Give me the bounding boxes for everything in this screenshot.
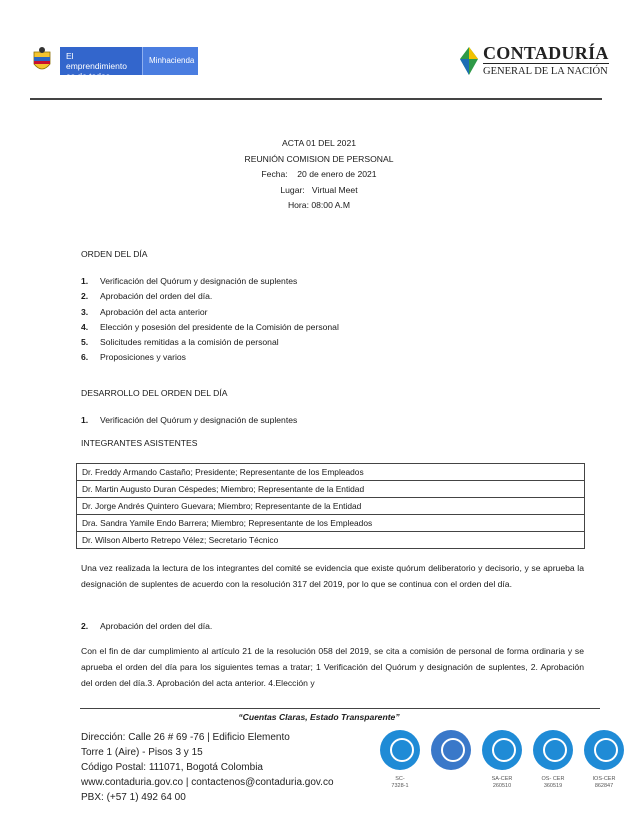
- meeting-time: Hora: 08:00 A.M: [287, 200, 351, 211]
- table-row: Dr. Wilson Alberto Retrepo Vélez; Secretario Técnico: [77, 532, 585, 549]
- icontec-cert: OS- CER 360519: [531, 730, 575, 790]
- certification-badges: [378, 730, 633, 790]
- iqnet-badge-icon: [431, 730, 471, 770]
- phone: PBX: (+57 1) 492 64 00: [81, 792, 186, 803]
- gov-logo-block: [30, 46, 198, 81]
- footer-divider: [80, 708, 600, 709]
- desarrollo-item-1: 1. Verificación del Quórum y designación de suplentes: [81, 415, 298, 425]
- header-divider: [30, 98, 602, 100]
- icontec-cert: SC- 7328-1: [378, 730, 422, 790]
- table-row: Dra. Sandra Yamile Endo Barrera; Miembro; Representante de los Empleados: [77, 515, 585, 532]
- org-subtitle: GENERAL DE LA NACIÓN: [483, 63, 609, 78]
- icontec-badge-icon: [533, 730, 573, 770]
- list-item: 2. Aprobación del orden del día.: [81, 291, 213, 302]
- meeting-date: Fecha: 20 de enero de 2021: [261, 169, 377, 180]
- orden-approval-paragraph: Con el fin de dar cumplimiento al artículo 21 de la resolución 058 del 2019, se cita a comisión de personal de forma ordinaria y se aprueba el orden del día para los siguientes temas a tratar; 1 Verificación del Quórum y designación de suplentes, 2. Aprobación del orden del día.3. Aprobación del acta anterior. 4.Elección y: [81, 646, 584, 689]
- gov-banner: [60, 47, 198, 81]
- icontec-cert: SA-CER 260510: [480, 730, 524, 790]
- list-item: 5. Solicitudes remitidas a la comisión de personal: [81, 337, 279, 348]
- coat-of-arms-icon: [30, 46, 54, 76]
- table-row: Dr. Jorge Andrés Quintero Guevara; Miembro; Representante de la Entidad: [77, 498, 585, 515]
- iqnet-cert: [429, 730, 473, 790]
- minhacienda-label: Minhacienda: [142, 47, 198, 75]
- desarrollo-heading: DESARROLLO DEL ORDEN DEL DÍA: [81, 388, 228, 398]
- orden-heading: ORDEN DEL DÍA: [81, 249, 148, 259]
- address-line: Dirección: Calle 26 # 69 -76 | Edificio Elemento: [81, 732, 290, 743]
- list-item: 4. Elección y posesión del presidente de la Comisión de personal: [81, 321, 339, 332]
- icontec-cert: IOS-CER 862847: [582, 730, 626, 790]
- web-and-email: www.contaduria.gov.co | contactenos@contaduria.gov.co: [81, 777, 334, 788]
- postal-code: Código Postal: 111071, Bogotá Colombia: [81, 762, 263, 773]
- footer-slogan: “Cuentas Claras, Estado Transparente”: [238, 712, 400, 722]
- gov-slogan: El emprendimiento es de todos: [60, 47, 142, 75]
- meeting-name: REUNIÓN COMISION DE PERSONAL: [244, 153, 394, 164]
- desarrollo-item-2: 2. Aprobación del orden del día.: [81, 621, 213, 631]
- list-item: 1. Verificación del Quórum y designación de suplentes: [81, 276, 298, 286]
- acta-title: ACTA 01 DEL 2021: [281, 138, 357, 148]
- list-item: 3. Aprobación del acta anterior: [81, 306, 208, 317]
- orden-list: [81, 274, 339, 366]
- org-name: CONTADURÍA: [483, 43, 609, 63]
- contaduria-mark-icon: [458, 45, 480, 77]
- table-row: Dr. Martin Augusto Duran Céspedes; Miembro; Representante de la Entidad: [77, 481, 585, 498]
- address-tower: Torre 1 (Aire) - Pisos 3 y 15: [81, 747, 203, 758]
- contaduria-logo: [458, 44, 609, 78]
- icontec-badge-icon: [584, 730, 624, 770]
- meeting-place: Lugar: Virtual Meet: [280, 184, 358, 195]
- footer-address: [81, 730, 334, 805]
- members-table: [76, 463, 585, 549]
- icontec-badge-icon: [380, 730, 420, 770]
- table-row: Dr. Freddy Armando Castaño; Presidente; Representante de los Empleados: [77, 464, 585, 481]
- document-title-block: [0, 136, 638, 214]
- quorum-paragraph: Una vez realizada la lectura de los integrantes del comité se evidencia que existe quórum deliberatorio y decisorio, y se aprueba la designación de suplentes de acuerdo con la resolución 317 del 2019, por lo que se continua con el orden del día.: [81, 563, 584, 590]
- list-item: 6. Proposiciones y varios: [81, 352, 186, 363]
- icontec-badge-icon: [482, 730, 522, 770]
- integrantes-heading: INTEGRANTES ASISTENTES: [81, 438, 198, 448]
